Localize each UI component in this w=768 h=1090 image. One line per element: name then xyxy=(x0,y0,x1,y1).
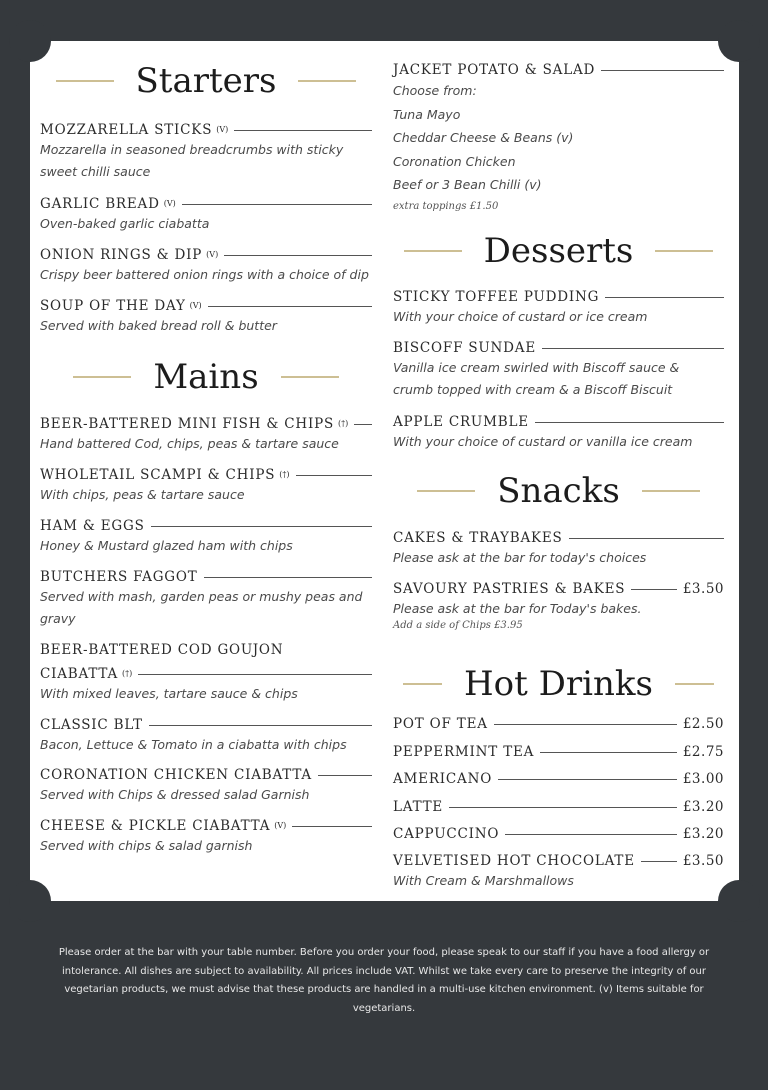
item-price: £2.75 xyxy=(682,744,724,760)
drink-peppermint-tea xyxy=(393,743,724,761)
menu-item-apple-crumble xyxy=(393,413,724,453)
corner-notch xyxy=(718,880,760,922)
menu-item-onion-rings xyxy=(40,246,372,286)
item-name: SOUP OF THE DAY xyxy=(40,298,186,314)
item-name: CLASSIC BLT xyxy=(40,717,143,733)
snacks-heading xyxy=(403,471,714,511)
leader-line xyxy=(292,826,372,827)
item-name: ONION RINGS & DIP xyxy=(40,247,203,263)
leader-line xyxy=(498,779,677,780)
leader-line xyxy=(641,861,677,862)
menu-item-cheese-pickle-ciabatta xyxy=(40,817,372,857)
leader-line xyxy=(494,724,677,725)
allergen-marker: (†) xyxy=(279,470,290,479)
leader-line xyxy=(605,297,724,298)
menu-item-butchers-faggot xyxy=(40,568,372,630)
menu-item-cakes-traybakes xyxy=(393,529,724,569)
item-description: sweet chilli sauce xyxy=(40,164,151,179)
hot-drinks-heading xyxy=(403,664,714,704)
veg-marker: (V) xyxy=(189,301,202,310)
item-description: Served with baked bread roll & butter xyxy=(40,318,277,333)
item-name: STICKY TOFFEE PUDDING xyxy=(393,289,600,305)
heading-rule xyxy=(403,683,442,685)
heading-rule xyxy=(655,250,713,252)
section-title: Snacks xyxy=(497,471,620,511)
menu-item-garlic-bread xyxy=(40,195,372,235)
leader-line xyxy=(535,422,724,423)
menu-item-coronation-chicken-ciabatta xyxy=(40,766,372,806)
allergen-marker: (†) xyxy=(122,669,133,678)
item-price: £3.50 xyxy=(682,853,724,869)
item-name: PEPPERMINT TEA xyxy=(393,744,535,760)
drink-cappuccino xyxy=(393,825,724,843)
item-description: Oven-baked garlic ciabatta xyxy=(40,216,210,231)
item-description: Vanilla ice cream swirled with Biscoff sauce & xyxy=(393,360,680,375)
menu-item-cod-goujon-ciabatta xyxy=(40,641,372,705)
choose-label: Choose from: xyxy=(393,83,477,98)
leader-line xyxy=(354,424,372,425)
menu-item-ham-eggs xyxy=(40,517,372,557)
leader-line xyxy=(569,538,724,539)
item-description: Crispy beer battered onion rings with a choice of dip xyxy=(40,267,369,282)
corner-notch xyxy=(718,20,760,62)
leader-line xyxy=(542,348,724,349)
menu-item-jacket-potato xyxy=(393,61,724,212)
item-name: BEER-BATTERED MINI FISH & CHIPS xyxy=(40,416,335,432)
menu-item-biscoff-sundae xyxy=(393,339,724,401)
heading-rule xyxy=(417,490,475,492)
item-name: AMERICANO xyxy=(393,771,493,787)
heading-rule xyxy=(73,376,131,378)
item-name: BISCOFF SUNDAE xyxy=(393,340,536,356)
item-name: CHEESE & PICKLE CIABATTA xyxy=(40,818,271,834)
item-name: MOZZARELLA STICKS xyxy=(40,122,213,138)
footer-line: vegetarian products, we must advise that these products are handled in a multi-use kitchen environment. (v) Items suitable for xyxy=(64,984,704,995)
item-description: gravy xyxy=(40,611,76,626)
jacket-option: Tuna Mayo xyxy=(393,106,461,122)
heading-rule xyxy=(281,376,339,378)
drink-velvetised-hot-chocolate xyxy=(393,852,724,892)
heading-rule xyxy=(56,80,114,82)
menu-item-savoury-pastries xyxy=(393,580,724,631)
desserts-heading xyxy=(403,231,714,271)
leader-line xyxy=(540,752,677,753)
heading-rule xyxy=(404,250,462,252)
leader-line xyxy=(449,807,677,808)
item-name: CORONATION CHICKEN CIABATTA xyxy=(40,767,312,783)
heading-rule xyxy=(298,80,356,82)
leader-line xyxy=(601,70,724,71)
item-name: CAPPUCCINO xyxy=(393,826,500,842)
veg-marker: (V) xyxy=(274,821,287,830)
side-note: Add a side of Chips £3.95 xyxy=(393,620,523,631)
heading-rule xyxy=(642,490,700,492)
item-name: GARLIC BREAD xyxy=(40,196,160,212)
item-name: POT OF TEA xyxy=(393,716,488,732)
mains-heading xyxy=(50,357,362,397)
item-price: £3.20 xyxy=(682,799,724,815)
leader-line xyxy=(208,306,372,307)
leader-line xyxy=(138,674,372,675)
allergy-footer xyxy=(40,944,728,1018)
item-name: HAM & EGGS xyxy=(40,518,145,534)
item-description: Please ask at the bar for today's choices xyxy=(393,550,647,565)
veg-marker: (V) xyxy=(216,125,229,134)
item-description: Served with chips & salad garnish xyxy=(40,838,253,853)
jacket-option: Beef or 3 Bean Chilli (v) xyxy=(393,177,542,192)
heading-rule xyxy=(675,683,714,685)
extra-toppings-note: extra toppings £1.50 xyxy=(393,200,499,212)
drink-latte xyxy=(393,798,724,816)
footer-line: vegetarians. xyxy=(352,1002,416,1014)
footer-line: Please order at the bar with your table number. Before you order your food, please speak to our staff if you have a food allergy or xyxy=(58,947,710,958)
leader-line xyxy=(505,834,677,835)
starters-heading xyxy=(50,61,362,101)
section-title: Mains xyxy=(153,357,259,397)
jacket-option: Cheddar Cheese & Beans (v) xyxy=(393,130,574,145)
item-description: Mozzarella in seasoned breadcrumbs with sticky xyxy=(40,142,344,157)
item-name: CAKES & TRAYBAKES xyxy=(393,530,563,546)
allergen-marker: (†) xyxy=(338,419,349,428)
item-description: Served with Chips & dressed salad Garnish xyxy=(40,787,310,802)
item-name: BEER-BATTERED COD GOUJON xyxy=(40,642,284,658)
item-description: With Cream & Marshmallows xyxy=(393,873,574,888)
item-name: JACKET POTATO & SALAD xyxy=(393,62,596,78)
jacket-option: Coronation Chicken xyxy=(393,153,516,169)
item-name: CIABATTA xyxy=(40,666,119,682)
leader-line xyxy=(318,775,372,776)
leader-line xyxy=(296,475,372,476)
leader-line xyxy=(182,204,372,205)
menu-item-wholetail-scampi xyxy=(40,466,372,506)
corner-notch xyxy=(9,880,51,922)
item-description: With your choice of custard or vanilla ice cream xyxy=(393,434,693,449)
corner-notch xyxy=(9,20,51,62)
menu-item-classic-blt xyxy=(40,716,372,756)
item-description: crumb topped with cream & a Biscoff Biscuit xyxy=(393,382,673,397)
drink-americano xyxy=(393,770,724,788)
item-name: LATTE xyxy=(393,799,444,815)
item-name: VELVETISED HOT CHOCOLATE xyxy=(393,853,635,869)
item-description: With mixed leaves, tartare sauce & chips xyxy=(40,686,298,701)
menu-item-mini-fish-chips xyxy=(40,415,372,455)
leader-line xyxy=(224,255,372,256)
item-name: WHOLETAIL SCAMPI & CHIPS xyxy=(40,467,276,483)
item-description: Bacon, Lettuce & Tomato in a ciabatta with chips xyxy=(40,737,347,752)
item-description: Served with mash, garden peas or mushy peas and xyxy=(40,589,363,604)
leader-line xyxy=(204,577,372,578)
section-title: Hot Drinks xyxy=(464,664,653,704)
veg-marker: (V) xyxy=(163,199,176,208)
item-name: SAVOURY PASTRIES & BAKES xyxy=(393,581,626,597)
leader-line xyxy=(234,130,372,131)
veg-marker: (V) xyxy=(206,250,219,259)
drink-pot-of-tea xyxy=(393,715,724,733)
item-price: £3.00 xyxy=(682,771,724,787)
leader-line xyxy=(149,725,372,726)
item-name: BUTCHERS FAGGOT xyxy=(40,569,198,585)
item-description: With chips, peas & tartare sauce xyxy=(40,487,245,502)
item-price: £3.50 xyxy=(682,581,724,597)
menu-item-sticky-toffee-pudding xyxy=(393,288,724,328)
section-title: Desserts xyxy=(483,231,634,271)
item-description: Please ask at the bar for Today's bakes. xyxy=(393,601,642,616)
menu-item-mozzarella-sticks xyxy=(40,121,372,183)
footer-line: intolerance. All dishes are subject to availability. All prices include VAT. Whilst we take every care to preserve the integrity of our xyxy=(61,965,707,977)
item-description: With your choice of custard or ice cream xyxy=(393,309,648,324)
menu-item-soup-of-the-day xyxy=(40,297,372,337)
leader-line xyxy=(631,589,677,590)
item-description: Hand battered Cod, chips, peas & tartare sauce xyxy=(40,436,339,451)
section-title: Starters xyxy=(135,61,277,101)
item-price: £3.20 xyxy=(682,826,724,842)
item-price: £2.50 xyxy=(682,716,724,732)
item-description: Honey & Mustard glazed ham with chips xyxy=(40,538,293,553)
item-name: APPLE CRUMBLE xyxy=(393,414,529,430)
leader-line xyxy=(151,526,372,527)
